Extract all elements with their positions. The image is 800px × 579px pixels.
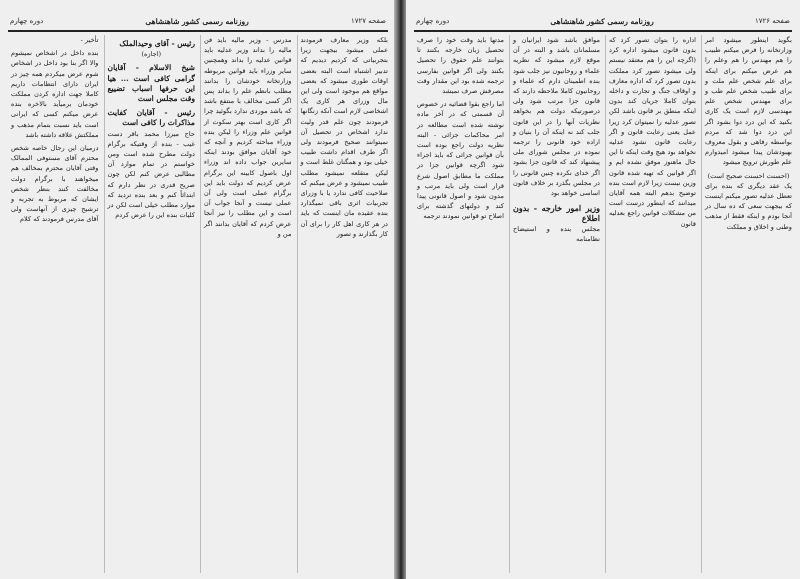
text-column [605, 35, 696, 573]
page-left [0, 0, 396, 579]
paragraph: اما راجع بقوا قضائیه در خصوص آن قسمتی که در آخر ماده نوشته شده است مطالعه در امر محاکمات جزائی - البته نظریه دولت راجع بوده است بآن قوانین جزائی که باید اجراء شود اگرچه قوانین جزا در مملکت ما مطابق اصول شرع قرار است ولی باید مرتب و مدون شود و اصول قانونی پیدا کند و دولتهای گذشته برای اصلاح تو قوانین نمودند ترجمه [417, 100, 504, 221]
paragraph: بنده داخل در اشخاص نمیشوم والا اگر بنا بود داخل در اشخاص شوم عرض میکردم همه چیز در ایران دارای انتظامات داریم کاملا جهت اداره کردن مملکت خودمان برمیآید بالاخره بنده عرض میکنم کسی که ایرانی است باید نسبت بتمام مذهب و مملکتش علاقه داشته باشد [11, 49, 99, 139]
page-number: صفحه ۱۷۲۶ [754, 17, 790, 25]
paragraph: بلکه وزیر معارف فرمودند عملی میشود بیجهت زیرا بتجربیاتی که کردیم دیدیم که تدبیر اشتباه است البته بعضی اوقات طوری میشود که بعضی مواقع هم موجود است ولی این مال وزرای هر کاری یک اشخاصی لازم است آنکه زنگانها فرمودند چون علم قدر ولیت ندارد اشخاص در تحصیل آن نمیتوانند صحیح فرمودند ولی اگر طرف اقدام داشت طبیب خیلی بود و همگنان غلط است و لیکن متقلعه نمیشود مطلب طبیب نمیشود و عرض میکنم که صلاحیت کافی ندارد یا با وزرای تجربیات اثری باقی نمیگذارد بنده عقیده مان اینست که باید در هر کاری اهل کار را برای آن کار بگذارند و تصور [300, 36, 388, 238]
page-header [416, 14, 790, 28]
paragraph: بگوید اینطور میشود امر وزارتخانه را فرض میکنم طبیب را هم مهندس را هم وعلم را هم عرض میکنم برای اینکه برای علم شخص علم ملت و برای طبیب شخص علم طب و برای مهندس شخص علم مهندسی لازم است یک کاری بکنید که این درد دوا بشود اگر این درد دوا شد که مردم بواسطه رفاهی و بقول معروف بهبودشان پیدا میشود امیدوارم علم طورش ترویج میشود [705, 36, 792, 167]
text-columns [8, 35, 388, 573]
page-header [10, 14, 386, 28]
text-column [701, 35, 792, 573]
text-columns [414, 35, 792, 573]
paragraph: موافق باشد شود ایرانیان و مسلمانان باشد و البته در آن موقع لازم میشود که نظریه علماء و روحانیون نیز جلب شود بنده اطمینان دارم که علماء و روحانیون کاملا ملاحظه دارند که قانون جزا مرتب شود ولی درصورتیکه دولت هم بخواهد نظریات آنها را در این قانون جلب کند نه اینکه آن را بنیان و اراده خود قانونی را ترجمه نموده در مجلس شورای ملی پیشنهاد کند که قانون جزا بشود اگر خدای نکرده چنین قانونی را در مجلس بگذرد بر خلاف قانون اساسی خواهد بود [513, 36, 600, 198]
speaker-line: شیخ الاسلام - آقایان گرامی کافی است ... هیا این حرفها اسباب تضییع وقت مجلس است [107, 63, 195, 104]
paragraph: اداره را بتوان تصور کرد که بدون قانون میشود اداره کرد (اگرچه این را هم معتقد نیستم ولی میشود تصور کرد مملکت بدون تصور کرد که اداره معارف و اوقاف جنگ و تجارت و داخله بتوان کاملا جریان کند بدون اینکه منطق بر قانون باشد لکن تصور عدلیه را نمیتوان کرد زیرا عمل یعنی رعایت قانون و اگر رعایت قانون نشود عدلیه نخواهد بود هیچ وقت اینکه تا این حال ماهنوز موفق نشده ایم و اگر قوانین که تهیه شده قانون وزین نیست زیرا لازم است بنده توضیح بدهم البته همه آقایان میدانند که اینطور درست است من مشکلات قوانین راجع بعدلیه قانون [609, 36, 696, 228]
newspaper-title: روزنامه رسمی کشور شاهنشاهی [145, 16, 249, 26]
header-rule [8, 30, 388, 32]
paragraph: یک عقد دیگری که بنده برای تعطل عدلیه تصور میکنم اینست که بیجهت سعی که ده سال در آنجا بودم و اینکه فقط از مذهب وطنی و اخلاق و مملکت [705, 181, 792, 231]
text-column [8, 35, 99, 573]
newspaper-title: روزنامه رسمی کشور شاهنشاهی [550, 16, 654, 26]
text-column [297, 35, 389, 573]
paragraph: مدتها باید وقت خود را صرف تحصیل زبان خارجه بکنند تا بتوانند علم حقوق را تحصیل بکنند ولی اگر قوانین بفارسی ترجمه شده بود این مقدار وقت مصرفش صرف نمیشد [417, 36, 504, 96]
section-heading: وزیر امور خارجه - بدون اطلاع [513, 203, 600, 224]
page-right [406, 0, 800, 579]
text-column [200, 35, 292, 573]
paragraph: مجلس بنده و استیضاح نظامنامه [513, 224, 600, 243]
paragraph: حاج میرزا محمد باقر دست غیب - بنده از وقتیکه برگرام دولت مطرح شده است ومن خواستم در تمام موارد آن مطالبی عرض کنم لکن چون صریح قدری در نظر دارم که ابتدائاً کنم و بعد بنده تردید که موارد مطلب خیلی است لکن در کلیات بنده این را عرض کردم [107, 129, 195, 220]
paragraph: مدرس - وزیر مالیه باید فن مالیه را بداند وزیر عدلیه باید قوانین عدلیه را بداند وهمچنین سایر وزراء باید قوانین مربوطه وزارتخانه خودشان را بدانند مطلب بانظم علم را بداند پس اگر کسی مخالف با منتفع باشد که باشد موردی ندارد بگوئید چرا اگر کاری است بهتر سکوت از قوانین علم وزراء را لیکن بنده وزراء مباحثه کردیم و آنچه که خود آقایان موافق بودند اینکه سایرین جواب داده اند وزراء اول باصول کابینه این برگرام عرض کردیم که دولت باید این برگرام عملی است ولی آن عملی نیست و آنجا جواب آن است و این مطلب را نیز آنجا عرض کردم که آقایان بدانند اگر من و [204, 36, 292, 238]
period-label: دوره چهارم [416, 17, 450, 25]
remark-line: (احسنت احسنت صحیح است) [707, 171, 790, 180]
header-rule [414, 30, 792, 32]
text-column [414, 35, 504, 573]
text-column [104, 35, 196, 573]
speaker-line: رئیس - آقایان کفایت مذاکرات را کافی است [107, 108, 195, 128]
text-column [509, 35, 600, 573]
paragraph: درمیان این رجال خاصه شخص محترم آقای مستوفی الممالک وقتی آقایان محترم بمخالف هم میخواهند با برگرام دولت مخالفت کنند بنظر شخص ایشان که مربوط به تجربه و ترشیح چیزی از آنهاست ولی آقای مدرس فرمودند که کلام [11, 144, 99, 224]
page-number: صفحه ۱۷۲۷ [350, 17, 386, 25]
period-label: دوره چهارم [10, 17, 44, 25]
remark-line: (اجازه) [141, 50, 162, 59]
paragraph: تأخیر - [80, 36, 99, 44]
speaker-line: رئیس - آقای وحیدالملک [119, 39, 195, 48]
